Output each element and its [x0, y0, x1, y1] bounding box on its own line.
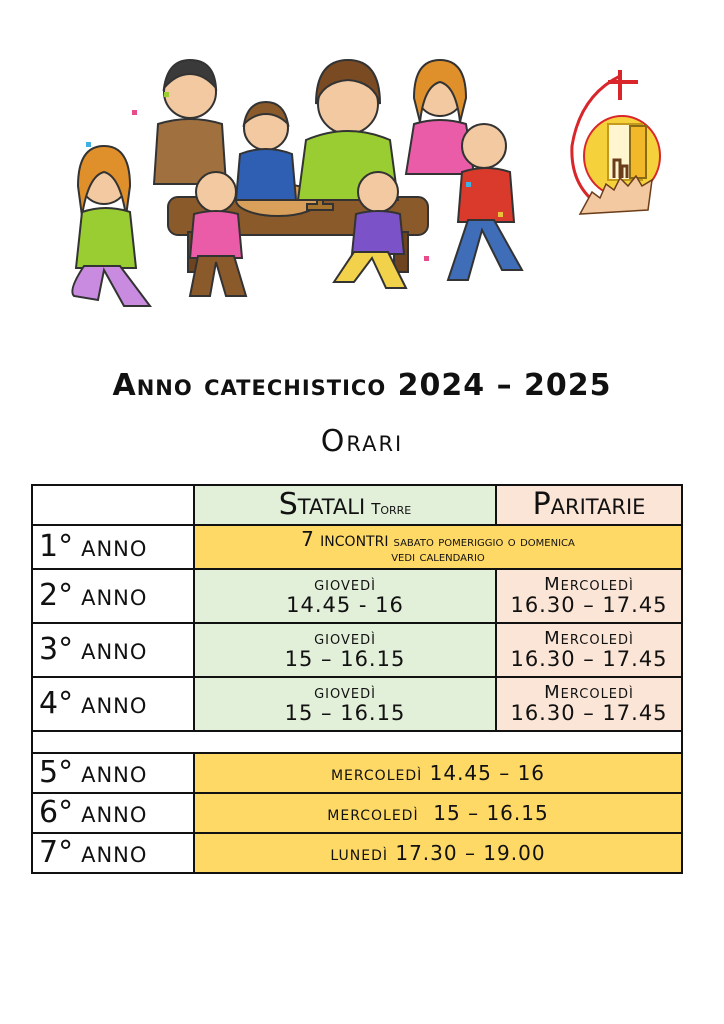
table-row [32, 623, 682, 677]
year-cell [32, 623, 194, 677]
statali-time: 15 – 16.15 [284, 647, 406, 672]
paritarie-cell [496, 569, 682, 623]
left-girl-legs [72, 266, 150, 306]
year-number: 1° [39, 529, 74, 565]
incontri-detail: sabato pomeriggio o domenica [393, 534, 575, 551]
paritarie-day: Mercoledì [544, 627, 634, 649]
header-statali-suffix: Torre [371, 500, 412, 519]
paritarie-time: 16.30 – 17.45 [510, 593, 668, 618]
statali-cell [194, 623, 496, 677]
table-row [32, 569, 682, 623]
year-word: anno [81, 795, 148, 831]
incontri-label: 7 incontri [301, 527, 389, 552]
table-row [32, 793, 682, 833]
statali-cell [194, 677, 496, 731]
incontri-note: vedi calendario [391, 549, 485, 566]
logo-cross [608, 70, 638, 100]
year-number: 5° [39, 755, 74, 791]
year-cell [32, 677, 194, 731]
year-word: anno [81, 755, 148, 791]
header-empty-cell [32, 485, 194, 525]
red-boy-legs [448, 220, 522, 280]
year-cell [32, 793, 194, 833]
year-cell [32, 753, 194, 793]
small-girl-2-body [352, 211, 404, 254]
table-row [32, 525, 682, 569]
merged-schedule-cell: lunedì 17.30 – 19.00 [194, 833, 682, 873]
children-table-illustration [48, 52, 538, 322]
year-cell [32, 525, 194, 569]
year-cell [32, 569, 194, 623]
table-row [32, 833, 682, 873]
statali-day: giovedì [314, 627, 376, 649]
year-number: 7° [39, 835, 74, 871]
header-paritarie: Paritarie [496, 485, 682, 525]
page-title: Anno catechistico 2024 – 2025 [112, 368, 612, 403]
oratorio-logo [560, 66, 672, 238]
year-number: 4° [39, 686, 74, 722]
red-boy-head [462, 124, 506, 168]
statali-day: giovedì [314, 573, 376, 595]
statali-time: 14.45 - 16 [286, 593, 404, 618]
year-word: anno [81, 578, 148, 614]
small-girl-head [196, 172, 236, 212]
paritarie-cell [496, 623, 682, 677]
paritarie-day: Mercoledì [544, 681, 634, 703]
table-row [32, 753, 682, 793]
year-number: 2° [39, 578, 74, 614]
statali-day: giovedì [314, 681, 376, 703]
spacer-row [32, 731, 682, 753]
logo-door-panel [630, 126, 646, 178]
page-subtitle: Orari [320, 424, 404, 459]
small-girl-body [190, 211, 242, 258]
statali-time: 15 – 16.15 [284, 701, 406, 726]
paritarie-time: 16.30 – 17.45 [510, 647, 668, 672]
header-statali [194, 485, 496, 525]
header-statali-label: Statali [278, 487, 366, 523]
spacer-cell [32, 731, 682, 753]
year-word: anno [81, 835, 148, 871]
statali-cell [194, 569, 496, 623]
year-word: anno [81, 529, 148, 565]
left-girl-body [76, 208, 136, 268]
table-header-row [32, 485, 682, 525]
small-girl-legs [190, 256, 246, 296]
year-word: anno [81, 632, 148, 668]
merged-schedule-cell: mercoledì 15 – 16.15 [194, 793, 682, 833]
schedule-table [31, 484, 683, 874]
table-row [32, 677, 682, 731]
year-number: 6° [39, 795, 74, 831]
boy-body [236, 149, 296, 200]
paritarie-cell [496, 677, 682, 731]
paritarie-time: 16.30 – 17.45 [510, 701, 668, 726]
incontri-cell [194, 525, 682, 569]
year-number: 3° [39, 632, 74, 668]
paritarie-day: Mercoledì [544, 573, 634, 595]
year-cell [32, 833, 194, 873]
merged-schedule-cell: mercoledì 14.45 – 16 [194, 753, 682, 793]
year-word: anno [81, 686, 148, 722]
red-boy-body [458, 168, 514, 222]
small-girl-2-head [358, 172, 398, 212]
